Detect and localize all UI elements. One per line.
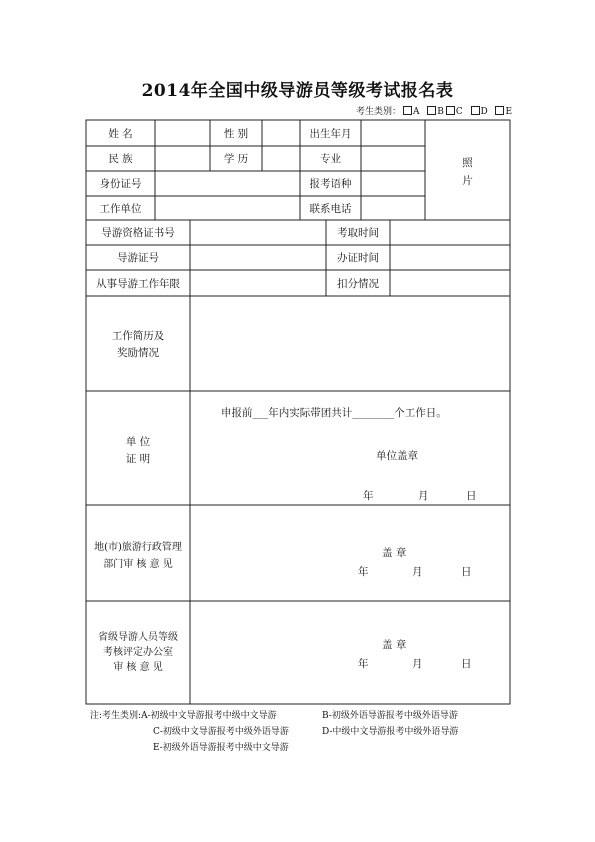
label-gender: 性 别 (223, 128, 249, 140)
resume-label-2: 奖励情况 (117, 347, 159, 359)
label-exam-language: 报考语种 (309, 178, 352, 190)
note-category-b: B-初级外语导游报考中级外语导游 (322, 711, 458, 721)
label-ethnicity: 民 族 (108, 153, 133, 165)
category-option-a: A (413, 107, 420, 117)
unit-cert-label-1: 单 位 (125, 436, 151, 448)
label-guide-cert-number: 导游资格证书号 (101, 227, 175, 239)
note-prefix: 注:考生类别: (90, 711, 142, 721)
province-date-day: 日 (461, 658, 472, 670)
category-option-e: E (505, 107, 513, 117)
province-review-label-3: 审 核 意 见 (113, 662, 163, 673)
category-option-c: C (455, 107, 463, 117)
label-id-number: 身份证号 (99, 178, 142, 190)
province-date-year: 年 (358, 658, 369, 670)
category-option-d: D (480, 107, 488, 117)
city-date-day: 日 (461, 566, 472, 578)
label-major: 专业 (320, 153, 341, 165)
category-label: 考生类别： (356, 107, 402, 117)
unit-seal-label: 单位盖章 (376, 450, 418, 462)
photo-label-1: 照 (462, 157, 473, 169)
province-seal-label: 盖 章 (382, 639, 407, 651)
label-years-guiding: 从事导游工作年限 (96, 278, 180, 290)
label-name: 姓 名 (108, 128, 133, 140)
unit-cert-label-2: 证 明 (125, 453, 151, 465)
city-seal-label: 盖 章 (382, 547, 407, 559)
form-title: 2014年全国中级导游员等级考试报名表 (141, 81, 454, 101)
note-category-d: D-中级中文导游报考中级外语导游 (322, 727, 459, 737)
label-exam-time: 考取时间 (337, 227, 379, 239)
note-category-e: E-初级外语导游报考中级中文导游 (153, 743, 289, 753)
resume-label-1: 工作简历及 (111, 330, 165, 342)
label-phone: 联系电话 (309, 203, 352, 215)
province-review-label-1: 省级导游人员等级 (98, 632, 178, 643)
province-date-month: 月 (412, 658, 423, 670)
city-review-label-2: 部门审 核 意 见 (103, 559, 173, 570)
note-line-1 (90, 708, 277, 721)
city-review-label-1: 地(市)旅游行政管理 (94, 542, 182, 553)
label-deductions: 扣分情况 (337, 278, 379, 290)
label-education: 学 历 (223, 153, 249, 165)
photo-label-2: 片 (462, 175, 473, 187)
city-date-month: 月 (412, 566, 423, 578)
unit-date-year: 年 (363, 490, 374, 502)
category-option-b: B (437, 107, 444, 117)
note-category-c: C-初级中文导游报考中级外语导游 (153, 727, 289, 737)
note-category-a: A-初级中文导游报考中级中文导游 (141, 711, 277, 721)
unit-date-day: 日 (466, 490, 477, 502)
unit-date-month: 月 (418, 490, 429, 502)
city-date-year: 年 (358, 566, 369, 578)
label-birth-date: 出生年月 (309, 128, 352, 140)
province-review-label-2: 考核评定办公室 (103, 647, 173, 658)
unit-cert-statement: 申报前___年内实际带团共计________个工作日。 (221, 407, 447, 419)
label-issue-time: 办证时间 (337, 252, 379, 264)
label-work-unit: 工作单位 (99, 203, 142, 215)
label-guide-card-number: 导游证号 (117, 252, 159, 264)
